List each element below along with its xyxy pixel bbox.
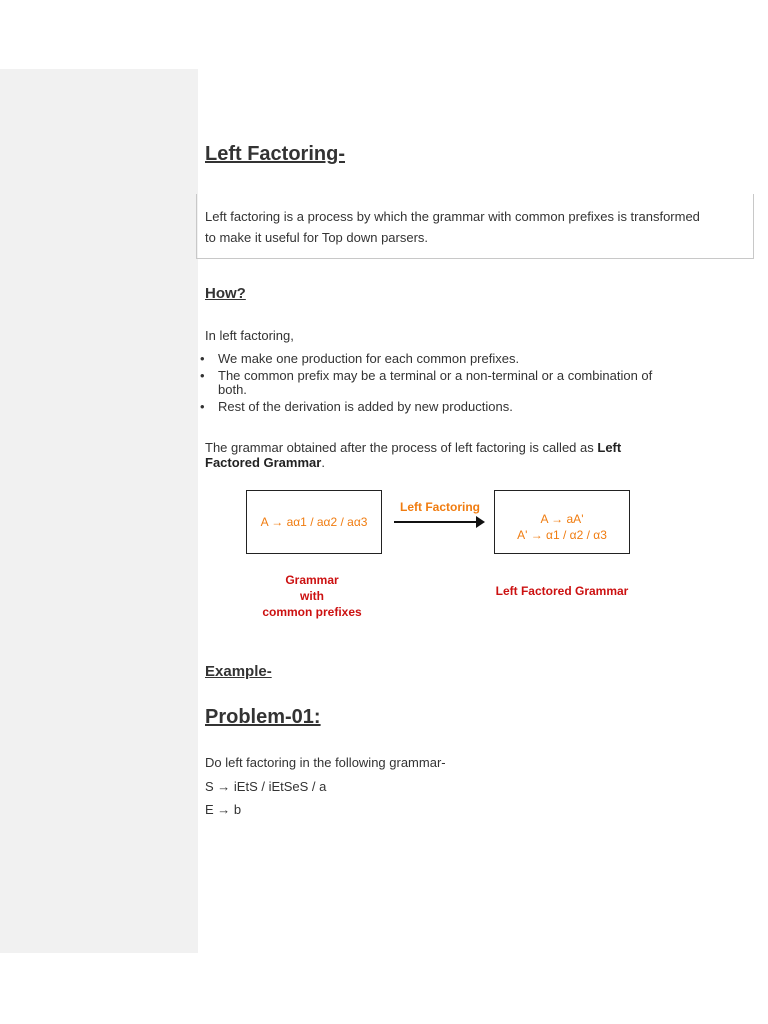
caption-left-line-1: Grammar (285, 573, 339, 587)
problem-prompt: Do left factoring in the following grammar- (205, 755, 446, 770)
arrow-label: Left Factoring (400, 500, 480, 514)
left-factoring-diagram (240, 485, 640, 625)
example-heading: Example- (205, 663, 272, 680)
intro-text: In left factoring, (205, 328, 294, 343)
definition-line-2: to make it useful for Top down parsers. (205, 230, 429, 245)
result-suffix: . (321, 455, 325, 470)
result-bold-term: Left Factored Grammar (205, 440, 622, 470)
caption-left-line-2: with (300, 589, 324, 603)
bullet-list (200, 352, 660, 417)
page-title: Left Factoring- (205, 143, 345, 165)
problem-heading: Problem-01: (205, 706, 321, 728)
factored-rule-2: A' → α1 / α2 / α3 (517, 528, 607, 542)
definition-box (196, 194, 754, 259)
result-paragraph (205, 440, 635, 470)
grammar-rule-s: S → iEtS / iEtSeS / a (205, 779, 327, 794)
definition-line-1: Left factoring is a process by which the grammar with common prefixes is transformed (205, 209, 700, 224)
caption-grammar (260, 572, 364, 620)
left-margin-band (0, 69, 198, 953)
grammar-rule-e: E → b (205, 802, 242, 817)
arrow-line (394, 521, 480, 523)
caption-left-line-3: common prefixes (262, 605, 362, 619)
list-item: • We make one production for each common prefixes. (200, 352, 660, 366)
definition-text (205, 206, 705, 248)
list-item: • Rest of the derivation is added by new productions. (200, 400, 660, 414)
factored-rule-1: A → aA' (540, 512, 584, 526)
grammar-box: A → aα1 / aα2 / aα3 (246, 490, 382, 554)
result-prefix: The grammar obtained after the process of left factoring is called as (205, 440, 598, 455)
caption-factored-grammar: Left Factored Grammar (495, 584, 629, 598)
how-heading: How? (205, 285, 246, 302)
factored-grammar-box (494, 490, 630, 554)
arrow-right-icon (476, 516, 485, 528)
list-item: • The common prefix may be a terminal or a non-terminal or a combination of both. (200, 369, 660, 397)
